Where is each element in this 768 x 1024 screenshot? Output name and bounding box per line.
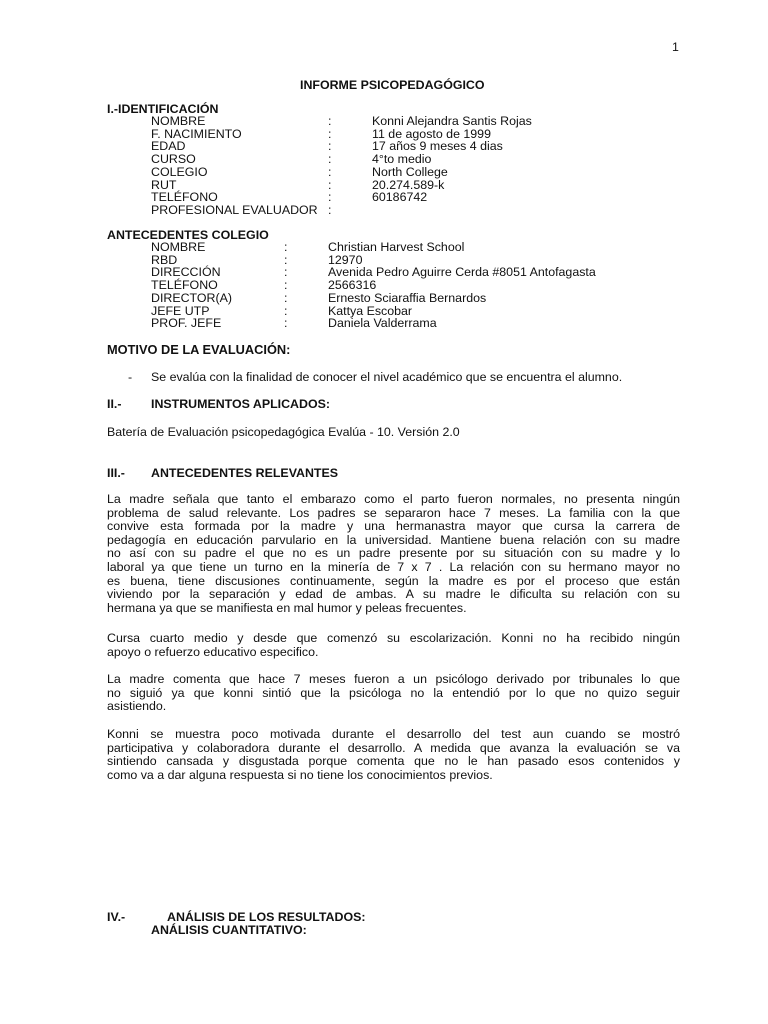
identificacion-label: COLEGIO	[151, 164, 208, 179]
colegio-label: JEFE UTP	[151, 303, 210, 318]
analisis-number: IV.-	[107, 910, 126, 924]
identificacion-label: TELÉFONO	[151, 190, 218, 205]
identificacion-label: F. NACIMIENTO	[151, 126, 242, 141]
identificacion-value: Konni Alejandra Santis Rojas	[372, 114, 532, 128]
colegio-value: 12970	[328, 252, 363, 267]
identificacion-label: EDAD	[151, 139, 186, 154]
colegio-label: NOMBRE	[151, 240, 206, 254]
paragraph-line: pedagogía en educación parvulario en la universidad. Mantiene buena relación con su madre	[107, 532, 680, 547]
colegio-label: TELÉFONO	[151, 278, 218, 293]
paragraph-schooling	[107, 632, 680, 659]
identificacion-sep: :	[328, 139, 332, 154]
identificacion-sep: :	[328, 177, 332, 192]
colegio-row	[0, 292, 768, 305]
paragraph-line: no así con su padre el que no es un padre presente por su situación con su madre y lo	[107, 546, 680, 561]
colegio-value: Daniela Valderrama	[328, 316, 437, 331]
paragraph-line: La madre comenta que hace 7 meses fueron a un psicólogo derivado por tribunales lo que	[107, 672, 680, 686]
paragraph-line: sintiendo cansada y disgustada porque comenta que no le han pasado esos contenidos y	[107, 754, 680, 769]
paragraph-line: Konni se muestra poco motivada durante el desarrollo del test aun cuando se mostró	[107, 727, 680, 741]
analisis-heading: ANÁLISIS DE LOS RESULTADOS:	[167, 910, 366, 924]
colegio-value: 2566316	[328, 278, 377, 293]
colegio-label: DIRECTOR(A)	[151, 290, 232, 305]
identificacion-sep: :	[328, 164, 332, 179]
paragraph-line: como va a dar alguna respuesta si no tiene los conocimientos previos.	[107, 767, 493, 782]
motivo-text: Se evalúa con la finalidad de conocer el nivel académico que se encuentra el alumno.	[151, 370, 623, 384]
colegio-row	[0, 317, 768, 330]
paragraph-line: participativa y colaboradora durante el desarrollo. A medida que avanza la evaluación se va	[107, 740, 680, 755]
page-number: 1	[672, 40, 679, 54]
colegio-sep: :	[284, 265, 288, 280]
colegio-label: RBD	[151, 252, 178, 267]
identificacion-value: North College	[372, 164, 448, 179]
antecedentes-number: III.-	[107, 466, 125, 480]
paragraph-line: convive esta formada por la madre y una hermanastra mayor que cursa la carrera de	[107, 519, 680, 534]
paragraph-observation	[107, 728, 680, 782]
instrumentos-text: Batería de Evaluación psicopedagógica Evalúa - 10. Versión 2.0	[107, 425, 460, 439]
colegio-sep: :	[284, 316, 288, 331]
identificacion-row	[0, 166, 768, 179]
identificacion-label: RUT	[151, 177, 177, 192]
paragraph-line: laboral ya que tiene un turno en la minería de 7 x 7 . La relación con su hermano mayor no	[107, 559, 680, 574]
colegio-label: DIRECCIÓN	[151, 265, 221, 280]
paragraph-family	[107, 493, 680, 615]
identificacion-heading: I.-IDENTIFICACIÓN	[107, 102, 219, 116]
colegio-value: Ernesto Sciaraffia Bernardos	[328, 290, 487, 305]
identificacion-label: PROFESIONAL EVALUADOR	[151, 202, 318, 217]
colegio-row	[0, 266, 768, 279]
colegio-sep: :	[284, 303, 288, 318]
identificacion-row	[0, 204, 768, 217]
paragraph-line: no siguió ya que konni sintió que la psicóloga no la entendió por lo que no quizo seguir	[107, 685, 680, 700]
colegio-label: PROF. JEFE	[151, 316, 222, 331]
identificacion-value: 17 años 9 meses 4 dias	[372, 139, 503, 154]
instrumentos-number: II.-	[107, 397, 122, 411]
colegio-sep: :	[284, 252, 288, 267]
motivo-heading: MOTIVO DE LA EVALUACIÓN:	[107, 342, 291, 357]
paragraph-line: Cursa cuarto medio y desde que comenzó su escolarización. Konni no ha recibido ningún	[107, 631, 680, 645]
identificacion-sep: :	[328, 114, 332, 128]
identificacion-label: NOMBRE	[151, 114, 206, 128]
paragraph-line: apoyo o refuerzo educativo especifico.	[107, 644, 319, 659]
identificacion-value: 4°to medio	[372, 152, 432, 167]
colegio-row	[0, 241, 768, 254]
identificacion-sep: :	[328, 202, 332, 217]
colegio-sep: :	[284, 240, 288, 254]
colegio-value: Avenida Pedro Aguirre Cerda #8051 Antofagasta	[328, 265, 596, 280]
paragraph-line: es buena, tiene discusiones continuamente, según la madre es por el proceso que están	[107, 573, 680, 588]
colegio-sep: :	[284, 290, 288, 305]
analisis-subheading: ANÁLISIS CUANTITATIVO:	[151, 923, 307, 937]
motivo-bullet: -	[128, 370, 133, 384]
identificacion-value: 60186742	[372, 190, 428, 205]
identificacion-sep: :	[328, 152, 332, 167]
identificacion-sep: :	[328, 190, 332, 205]
paragraph-line: viviendo por la separación y edad de ambas. A su madre le dificulta su relación con su	[107, 587, 680, 602]
paragraph-line: problema de salud relevante. Los padres se separaron hace 7 meses. La familia con la que	[107, 505, 680, 520]
colegio-sep: :	[284, 278, 288, 293]
colegio-value: Kattya Escobar	[328, 303, 413, 318]
paragraph-line: hermana ya que se manifiesta en mal humor y peleas frecuentes.	[107, 600, 467, 615]
paragraph-psychologist	[107, 673, 680, 714]
identificacion-value: 11 de agosto de 1999	[372, 126, 491, 141]
identificacion-sep: :	[328, 126, 332, 141]
antecedentes-heading: ANTECEDENTES RELEVANTES	[151, 466, 339, 480]
paragraph-line: La madre señala que tanto el embarazo como el parto fueron normales, no presenta ningún	[107, 492, 680, 506]
paragraph-line: asistiendo.	[107, 699, 167, 714]
identificacion-row	[0, 191, 768, 204]
identificacion-label: CURSO	[151, 152, 196, 167]
colegio-value: Christian Harvest School	[328, 240, 465, 254]
identificacion-value: 20.274.589-k	[372, 177, 445, 192]
instrumentos-heading: INSTRUMENTOS APLICADOS:	[151, 397, 330, 411]
document-title: INFORME PSICOPEDAGÓGICO	[300, 78, 485, 92]
colegio-heading: ANTECEDENTES COLEGIO	[107, 228, 269, 242]
